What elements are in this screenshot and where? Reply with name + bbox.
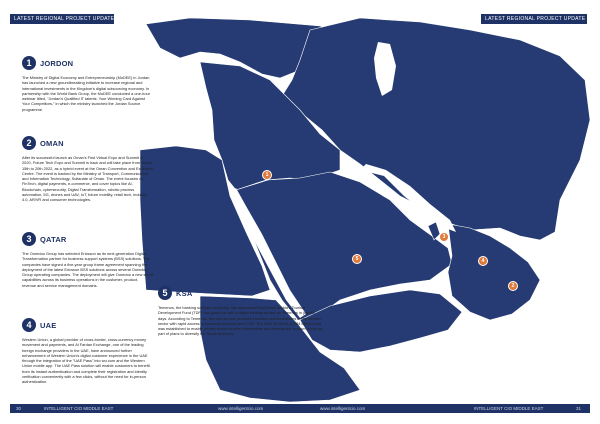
section-text: After its successful launch as Oman's First Virtual Expo and Summit in 2020, Future Tech Expo and Summit is back and will take place from March 15th to 20th 2022, as a hybrid event at the Oman Convention and Exhibition Centre. The event is backed by the Ministry of Transport, Communication and Information Technology, Sultanate of Oman. The event focuses on FinTech, digital payments, e-commerce, and cover topics like AI, Blockchain, cybersecurity, Digital Transformation, robotic process automation, 5G, drones and UAV, IoT, future mobility, retail tech, industry 4.0, AR/VR and consumer technologies. [22, 155, 153, 203]
map-region-oman [448, 224, 540, 320]
section-uae [22, 318, 153, 385]
page-number-right: 31 [576, 405, 582, 411]
section-country: UAE [40, 320, 57, 330]
section-badge [22, 136, 153, 150]
website-url-left: www.intelligentcio.com [218, 405, 264, 411]
header-label-left: LATEST REGIONAL PROJECT UPDATE [10, 14, 114, 24]
header-label-right: LATEST REGIONAL PROJECT UPDATE [481, 14, 587, 24]
map-marker-oman[interactable]: 2 [508, 281, 518, 291]
section-number: 3 [22, 232, 36, 246]
section-country: OMAN [40, 138, 64, 148]
section-country: KSA [176, 288, 193, 298]
section-jordon [22, 56, 153, 112]
website-url-right: www.intelligentcio.com [320, 405, 366, 411]
section-ksa [158, 286, 323, 337]
section-badge [22, 56, 153, 70]
section-text: The Ministry of Digital Economy and Entrepreneurship (MoDEE) in Jordan has launched a new groundbreaking initiative to increase regional and international investments in the Kingdom's digital outsourcing economy. In partnership with the World Bank Group, the MoDEE conducted a one-hour webinar titled, "Jordan's Qualified IT talents: Your Winning Card Against Your Competitors," in which the ministry launched the Jordan Source programme. [22, 75, 150, 112]
section-text: The Ooredoo Group has selected Ericsson as its next-generation Digital Transformation partner for business support systems (BSS) solutions. The companies have signed a five-year group frame agreement spanning the deployment of the latest Ericsson BSS solutions across several Ooredoo Group operating companies. The deployment will give Ooredoo a new set of capabilities across its business operations in the customer, product, revenue and service management domains. [22, 251, 153, 288]
section-text: Western Union, a global provider of cross-border, cross-currency money movement and payments, and Al Fardan Exchange, one of the leading foreign exchange providers in the UAE, have announced further enhancement of Western Union's digital customer experience in the UAE through the integration of the "UAE Pass" into wu.com and the Western Union mobile app. The UAE Pass solution will enable customers to benefit from its instant authentication and complete their registration and identity verification conveniently with a few clicks, without the need for in-person authentication. [22, 337, 150, 385]
section-number: 5 [158, 286, 172, 300]
map-marker-qatar[interactable]: 3 [439, 232, 449, 242]
section-qatar [22, 232, 153, 288]
page-footer [10, 404, 590, 413]
section-badge [22, 318, 153, 332]
map-marker-jordon[interactable]: 1 [262, 170, 272, 180]
magazine-name-left: INTELLIGENT CIO MIDDLE EAST [44, 405, 114, 411]
map-marker-ksa[interactable]: 5 [352, 254, 362, 264]
section-country: JORDON [40, 58, 74, 68]
map-marker-uae[interactable]: 4 [478, 256, 488, 266]
section-country: QATAR [40, 234, 67, 244]
section-badge [158, 286, 323, 300]
section-badge [22, 232, 153, 246]
section-oman [22, 136, 153, 203]
section-number: 1 [22, 56, 36, 70]
page-number-left: 30 [16, 405, 22, 411]
section-text: Temenos, the banking software company, has announced that Saudi Arabia's Tourism Development Fund (TDF) has gone live with a digital lending service on Temenos in just 60 days. According to Temenos, the new service provides investors and businesses in the tourism sector with rapid access to financing solutions from TDF. The SAR 15 billion (US$4 billion) fund was established to enable private sector tourism investments and develop the tourism sector as part of plans to diversify the Saudi economy. [158, 305, 323, 337]
section-number: 4 [22, 318, 36, 332]
section-number: 2 [22, 136, 36, 150]
magazine-name-right: INTELLIGENT CIO MIDDLE EAST [474, 405, 544, 411]
